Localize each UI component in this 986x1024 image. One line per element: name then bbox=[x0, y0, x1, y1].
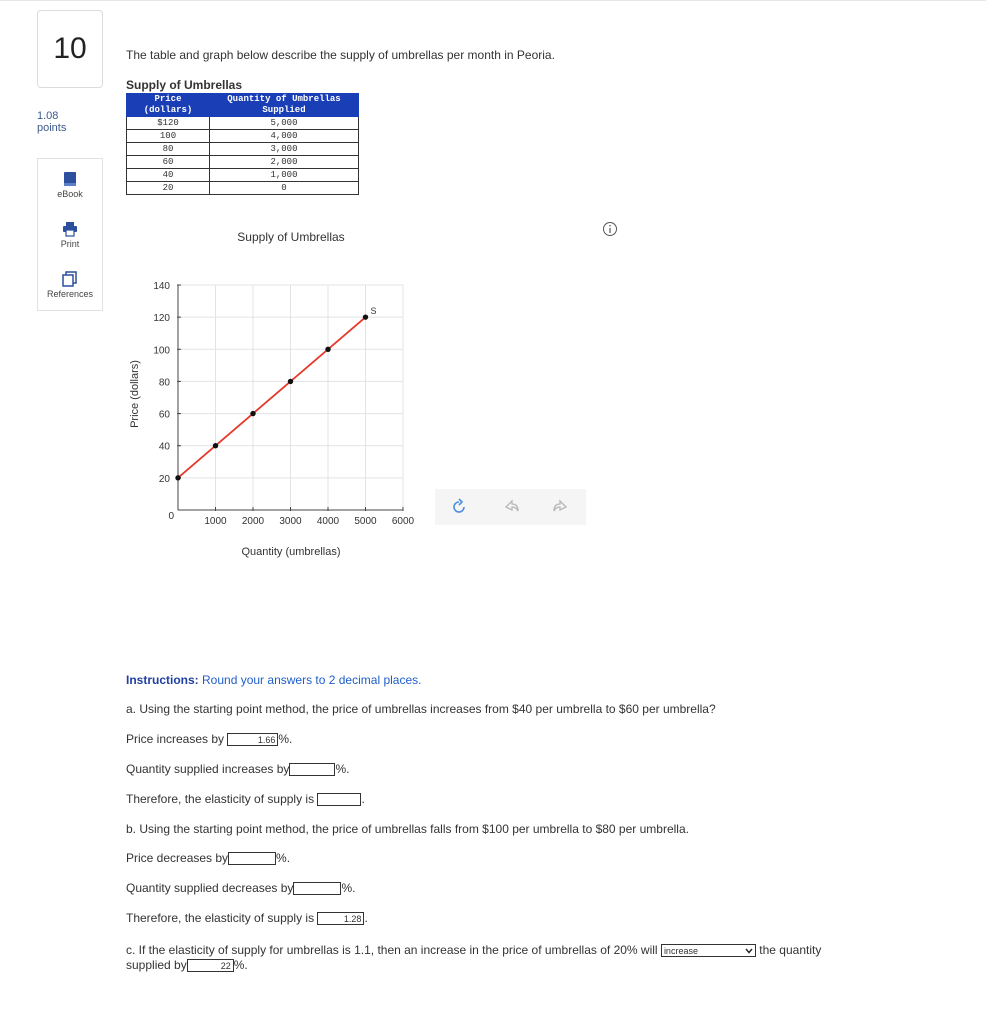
chart-ticks bbox=[153, 281, 414, 527]
part-c-select[interactable] bbox=[661, 944, 756, 957]
quantity-cell: 3,000 bbox=[210, 143, 359, 156]
references-label: References bbox=[46, 289, 94, 299]
table-row bbox=[127, 156, 359, 169]
data-point bbox=[213, 443, 218, 448]
price-cell: $120 bbox=[127, 117, 210, 130]
table-row bbox=[127, 130, 359, 143]
instructions-label: Instructions: bbox=[126, 673, 199, 687]
table-row bbox=[127, 143, 359, 156]
part-b-elasticity-end: . bbox=[364, 911, 368, 925]
quantity-cell: 0 bbox=[210, 182, 359, 195]
intro-text: The table and graph below describe the supply of umbrellas per month in Peoria. bbox=[126, 48, 555, 62]
part-a-elasticity-end: . bbox=[361, 792, 365, 806]
y-axis-label: Price (dollars) bbox=[129, 360, 141, 428]
table-title: Supply of Umbrellas bbox=[126, 78, 243, 92]
part-b-qty-unit: %. bbox=[341, 881, 356, 895]
references-icon bbox=[62, 271, 78, 287]
part-a-qty-line bbox=[126, 762, 349, 776]
origin-label: 0 bbox=[168, 511, 174, 522]
top-divider bbox=[0, 0, 986, 1]
part-b-question: b. Using the starting point method, the price of umbrellas falls from $100 per umbrella to $80 per umbrella. bbox=[126, 822, 689, 836]
points-value: 1.08 bbox=[37, 110, 59, 122]
part-b-price-input[interactable] bbox=[228, 852, 276, 865]
supply-table bbox=[126, 93, 359, 195]
x-tick-label: 1000 bbox=[204, 516, 227, 527]
instructions bbox=[126, 673, 421, 687]
y-tick-label: 20 bbox=[158, 473, 170, 485]
y-tick-label: 140 bbox=[153, 281, 170, 292]
part-b-qty-input[interactable] bbox=[293, 882, 341, 895]
print-button[interactable] bbox=[38, 221, 102, 249]
part-b-price-label: Price decreases by bbox=[126, 851, 229, 865]
print-label: Print bbox=[60, 239, 80, 249]
part-c-line-1 bbox=[126, 943, 821, 957]
quantity-cell: 2,000 bbox=[210, 156, 359, 169]
data-point bbox=[363, 314, 368, 319]
points-info bbox=[37, 110, 66, 134]
reset-icon[interactable] bbox=[450, 498, 468, 516]
part-c-text-after: the quantity bbox=[759, 943, 822, 957]
price-cell: 60 bbox=[127, 156, 210, 169]
part-c-select-value: increase bbox=[663, 945, 698, 956]
print-icon bbox=[62, 221, 78, 237]
ebook-icon bbox=[63, 171, 77, 187]
part-c-unit: %. bbox=[233, 958, 248, 972]
x-axis-label: Quantity (umbrellas) bbox=[241, 546, 341, 558]
y-tick-label: 100 bbox=[153, 345, 170, 357]
series-label: S bbox=[370, 306, 377, 317]
part-c-input[interactable]: 22 bbox=[187, 959, 234, 972]
chart-series bbox=[175, 306, 376, 480]
part-a-elasticity-input[interactable] bbox=[317, 793, 361, 806]
y-tick-label: 120 bbox=[153, 313, 170, 325]
part-b-elasticity-line bbox=[126, 911, 368, 925]
part-a-price-line bbox=[126, 732, 292, 746]
table-row bbox=[127, 169, 359, 182]
y-tick-label: 60 bbox=[158, 409, 170, 421]
part-a-elasticity-line bbox=[126, 792, 365, 806]
data-point bbox=[175, 475, 180, 480]
part-c-line-2 bbox=[126, 958, 248, 972]
chevron-down-icon bbox=[745, 948, 753, 954]
quantity-header: Quantity of Umbrellas Supplied bbox=[210, 94, 359, 117]
instructions-text: Round your answers to 2 decimal places. bbox=[202, 673, 422, 687]
part-b-price-unit: %. bbox=[276, 851, 291, 865]
redo-icon[interactable] bbox=[551, 498, 569, 516]
part-b-price-line bbox=[126, 851, 290, 865]
tools-panel bbox=[37, 158, 103, 311]
price-cell: 100 bbox=[127, 130, 210, 143]
part-c-text: c. If the elasticity of supply for umbrellas is 1.1, then an increase in the price of umbrellas of 20% will bbox=[126, 943, 658, 957]
part-a-price-label: Price increases by bbox=[126, 732, 225, 746]
info-icon[interactable] bbox=[602, 221, 618, 237]
part-a-qty-input[interactable] bbox=[289, 763, 335, 776]
part-a-qty-label: Quantity supplied increases by bbox=[126, 762, 290, 776]
part-b-elasticity-input[interactable]: 1.28 bbox=[317, 912, 364, 925]
ebook-label: eBook bbox=[57, 189, 83, 199]
graph-toolbar bbox=[435, 489, 586, 525]
data-point bbox=[250, 411, 255, 416]
points-label: points bbox=[37, 122, 67, 134]
quantity-cell: 1,000 bbox=[210, 169, 359, 182]
x-tick-label: 4000 bbox=[316, 516, 340, 527]
x-tick-label: 5000 bbox=[354, 516, 377, 527]
chart-grid bbox=[178, 285, 403, 510]
supply-chart[interactable] bbox=[120, 218, 430, 568]
data-point bbox=[288, 379, 293, 384]
x-tick-label: 6000 bbox=[391, 516, 415, 527]
price-cell: 40 bbox=[127, 169, 210, 182]
supply-curve bbox=[178, 317, 366, 478]
price-cell: 20 bbox=[127, 182, 210, 195]
part-c-line2-label: supplied by bbox=[126, 958, 187, 972]
quantity-cell: 4,000 bbox=[210, 130, 359, 143]
table-row bbox=[127, 182, 359, 195]
y-tick-label: 40 bbox=[158, 441, 170, 453]
part-b-qty-line bbox=[126, 881, 355, 895]
question-number: 10 bbox=[37, 10, 103, 88]
x-tick-label: 3000 bbox=[279, 516, 302, 527]
quantity-cell: 5,000 bbox=[210, 117, 359, 130]
ebook-button[interactable] bbox=[38, 171, 102, 199]
part-a-price-unit: %. bbox=[278, 732, 293, 746]
part-a-question: a. Using the starting point method, the price of umbrellas increases from $40 per umbrella to $60 per umbrella? bbox=[126, 702, 716, 716]
part-b-elasticity-label: Therefore, the elasticity of supply is bbox=[126, 911, 315, 925]
part-a-price-input[interactable]: 1.66 bbox=[227, 733, 278, 746]
references-button[interactable] bbox=[38, 271, 102, 299]
price-cell: 80 bbox=[127, 143, 210, 156]
undo-icon[interactable] bbox=[503, 498, 521, 516]
x-tick-label: 2000 bbox=[241, 516, 265, 527]
y-tick-label: 80 bbox=[158, 377, 170, 389]
table-row bbox=[127, 117, 359, 130]
data-point bbox=[325, 347, 330, 352]
part-a-elasticity-label: Therefore, the elasticity of supply is bbox=[126, 792, 315, 806]
chart-title: Supply of Umbrellas bbox=[237, 230, 345, 244]
part-b-qty-label: Quantity supplied decreases by bbox=[126, 881, 294, 895]
price-header: Price (dollars) bbox=[127, 94, 210, 117]
part-a-qty-unit: %. bbox=[335, 762, 350, 776]
